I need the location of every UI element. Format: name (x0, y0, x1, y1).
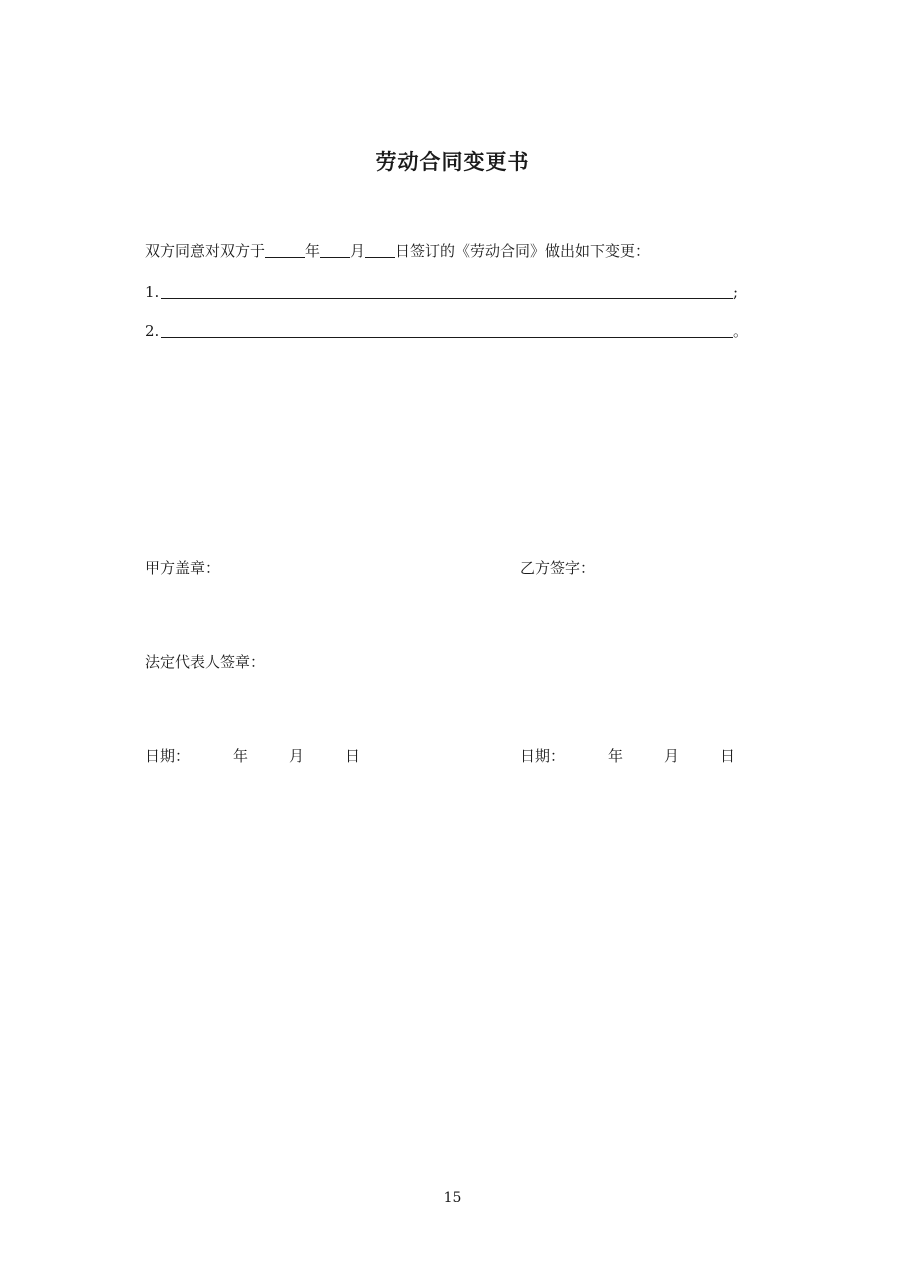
change-item-2 (145, 320, 748, 342)
legal-representative-label: 法定代表人签章： (145, 653, 266, 671)
date-day-unit: 日 (345, 747, 361, 765)
intro-month-unit: 月 (350, 242, 366, 260)
change-item-number: 1. (145, 283, 160, 301)
page-number: 15 (443, 1190, 462, 1206)
date-month-unit: 月 (664, 747, 680, 765)
date-year-unit: 年 (233, 747, 249, 765)
date-label: 日期： (520, 747, 566, 765)
change-item-number: 2. (145, 322, 160, 340)
change-item-blank-line[interactable] (161, 284, 733, 299)
change-item-blank-line[interactable] (161, 323, 733, 338)
change-item-1 (145, 281, 738, 303)
intro-suffix: 日签订的《劳动合同》做出如下变更： (395, 242, 651, 260)
date-day-unit: 日 (720, 747, 736, 765)
date-label: 日期： (145, 747, 191, 765)
date-month-unit: 月 (289, 747, 305, 765)
month-blank[interactable] (320, 241, 350, 258)
party-b-signature-label: 乙方签字： (520, 559, 596, 577)
day-blank[interactable] (365, 241, 395, 258)
intro-prefix: 双方同意对双方于 (145, 242, 266, 260)
intro-year-unit: 年 (305, 242, 321, 260)
date-year-unit: 年 (608, 747, 624, 765)
change-item-end-mark: 。 (733, 322, 749, 340)
change-item-end-mark: ; (733, 283, 739, 301)
intro-paragraph (145, 240, 650, 262)
year-blank[interactable] (265, 241, 305, 258)
party-a-seal-label: 甲方盖章： (145, 559, 221, 577)
document-title: 劳动合同变更书 (375, 150, 530, 174)
